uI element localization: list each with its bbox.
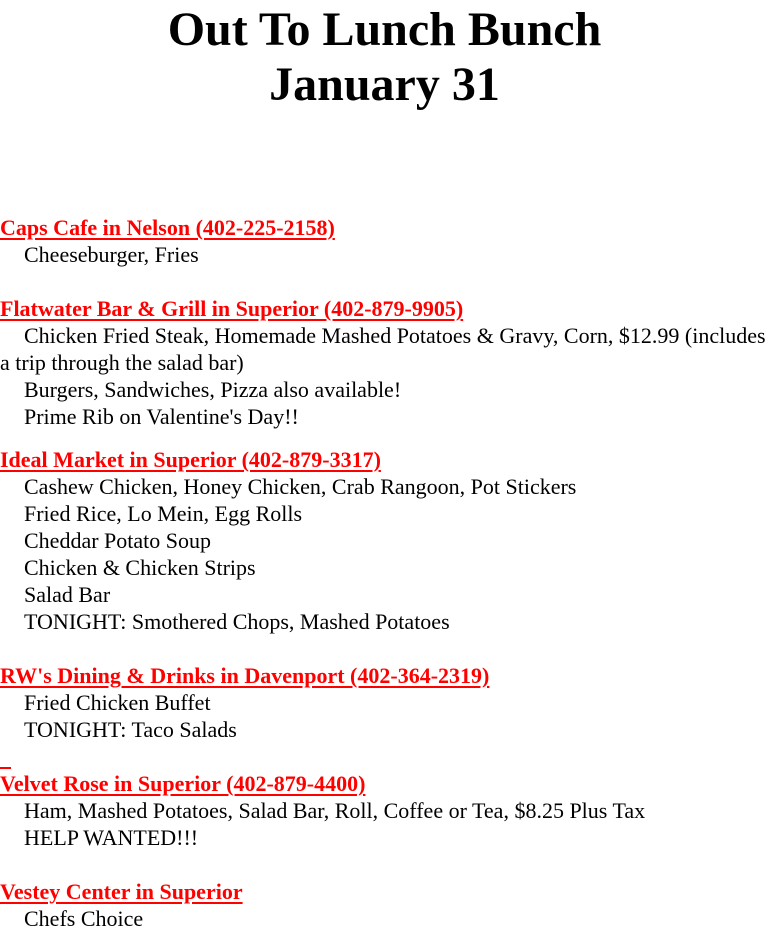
menu-item: Chicken & Chicken Strips: [24, 555, 256, 580]
title-line-2: January 31: [269, 58, 500, 111]
spacer: [0, 268, 769, 295]
restaurant-link-rws-dining[interactable]: RW's Dining & Drinks in Davenport (402-364-2319): [0, 663, 490, 688]
restaurant-link-ideal-market[interactable]: Ideal Market in Superior (402-879-3317): [0, 447, 381, 472]
menu-item: Cheddar Potato Soup: [24, 528, 211, 553]
menu-item: TONIGHT: Smothered Chops, Mashed Potatoes: [24, 609, 450, 634]
restaurant-link-flatwater[interactable]: Flatwater Bar & Grill in Superior (402-879-9905): [0, 296, 464, 321]
spacer: [0, 430, 769, 446]
restaurant-entry: [0, 770, 769, 851]
empty-link[interactable]: [0, 743, 769, 770]
restaurant-entry: [0, 662, 769, 743]
restaurant-entry: [0, 214, 769, 268]
title-line-1: Out To Lunch Bunch: [167, 3, 602, 56]
menu-item: Fried Chicken Buffet: [24, 690, 211, 715]
restaurant-entry: [0, 446, 769, 635]
menu-item: Chefs Choice: [24, 906, 144, 931]
restaurant-entry: [0, 295, 769, 430]
page-title: [0, 0, 769, 112]
restaurant-link-velvet-rose[interactable]: Velvet Rose in Superior (402-879-4400): [0, 771, 366, 796]
menu-item: Ham, Mashed Potatoes, Salad Bar, Roll, Coffee or Tea, $8.25 Plus Tax: [24, 798, 646, 823]
restaurant-link-vestey-center[interactable]: Vestey Center in Superior: [0, 879, 243, 904]
menu-item: Cashew Chicken, Honey Chicken, Crab Rangoon, Pot Stickers: [24, 474, 577, 499]
menu-item: Fried Rice, Lo Mein, Egg Rolls: [24, 501, 303, 526]
menu-item: Burgers, Sandwiches, Pizza also available!: [24, 377, 402, 402]
spacer: [0, 851, 769, 878]
restaurant-listings: [0, 214, 769, 932]
menu-item: Salad Bar: [24, 582, 111, 607]
spacer: [0, 635, 769, 662]
restaurant-link-caps-cafe[interactable]: Caps Cafe in Nelson (402-225-2158): [0, 215, 335, 240]
restaurant-entry: [0, 878, 769, 932]
menu-item: Cheeseburger, Fries: [24, 242, 199, 267]
menu-item: TONIGHT: Taco Salads: [24, 717, 237, 742]
menu-item: Chicken Fried Steak, Homemade Mashed Potatoes & Gravy, Corn, $12.99 (includes a trip through the salad bar): [0, 323, 766, 375]
menu-item: HELP WANTED!!!: [24, 825, 199, 850]
menu-item: Prime Rib on Valentine's Day!!: [24, 404, 299, 429]
